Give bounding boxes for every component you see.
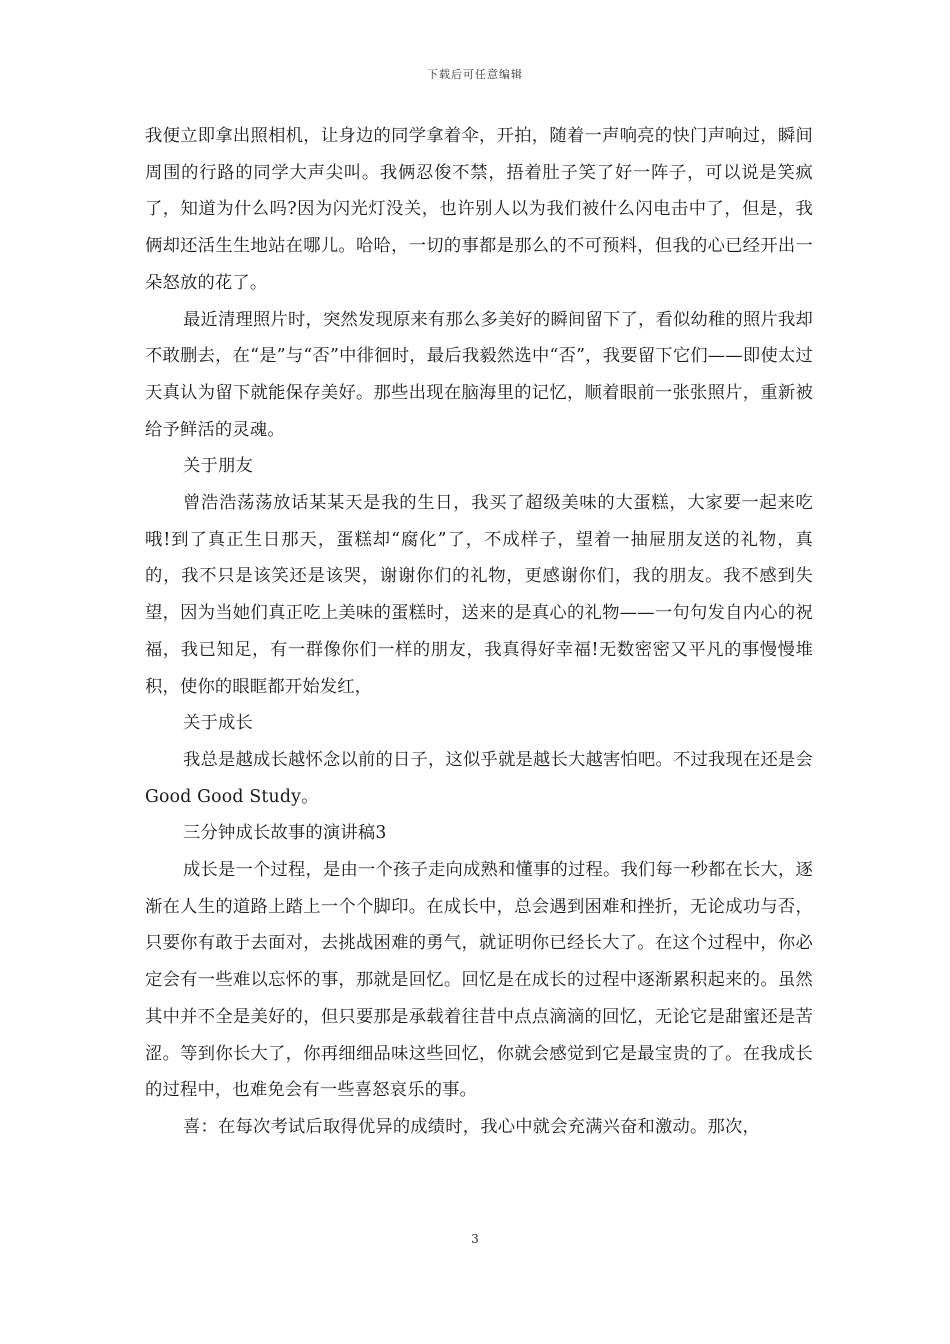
document-body	[145, 118, 813, 1146]
paragraph-growth: 我总是越成长越怀念以前的日子，这似乎就是越长大越害怕吧。不过我现在还是会Good Good Study。	[145, 749, 813, 807]
paragraph-growth-process: 成长是一个过程，是由一个孩子走向成熟和懂事的过程。我们每一秒都在长大，逐渐在人生的道路上踏上一个个脚印。在成长中，总会遇到困难和挫折，无论成功与否，只要你有敢于去面对，去挑战困难的勇气，就证明你已经长大了。在这个过程中，你必定会有一些难以忘怀的事，那就是回忆。回忆是在成长的过程中逐渐累积起来的。虽然其中并不全是美好的，但只要那是承载着往昔中点点滴滴的回忆，无论它是甜蜜还是苦涩。等到你长大了，你再细细品味这些回忆，你就会感觉到它是最宝贵的了。在我成长的过程中，也难免会有一些喜怒哀乐的事。	[145, 860, 813, 1101]
paragraph-photo-story: 我便立即拿出照相机，让身边的同学拿着伞，开拍，随着一声响亮的快门声响过，瞬间周围的行路的同学大声尖叫。我俩忍俊不禁，捂着肚子笑了好一阵子，可以说是笑疯了，知道为什么吗?因为闪光灯没关，也许别人以为我们被什么闪电击中了，但是，我俩却还活生生地站在哪儿。哈哈，一切的事都是那么的不可预料，但我的心已经开出一朵怒放的花了。	[145, 126, 813, 293]
section-heading-speech-3: 三分钟成长故事的演讲稿3	[183, 823, 387, 844]
paragraph-photo-memories: 最近清理照片时，突然发现原来有那么多美好的瞬间留下了，看似幼稚的照片我却不敢删去，在“是”与“否”中徘徊时，最后我毅然选中“否”，我要留下它们——即使太过天真认为留下就能保存美好。那些出现在脑海里的记忆，顺着眼前一张张照片，重新被给予鲜活的灵魂。	[145, 309, 813, 440]
paragraph-friends: 曾浩浩荡荡放话某某天是我的生日，我买了超级美味的大蛋糕，大家要一起来吃哦!到了真正生日那天，蛋糕却“腐化”了，不成样子，望着一抽屉朋友送的礼物，真的，我不只是该笑还是该哭，谢谢你们的礼物，更感谢你们，我的朋友。我不感到失望，因为当她们真正吃上美味的蛋糕时，送来的是真心的礼物——一句句发自内心的祝福，我已知足，有一群像你们一样的朋友，我真得好幸福!无数密密又平凡的事慢慢堆积，使你的眼眶都开始发红，	[145, 493, 813, 697]
section-heading-growth: 关于成长	[183, 713, 253, 734]
page-number: 3	[471, 1232, 479, 1246]
page-header-note: 下载后可任意编辑	[427, 68, 523, 81]
paragraph-joy: 喜：在每次考试后取得优异的成绩时，我心中就会充满兴奋和激动。那次，	[183, 1116, 760, 1137]
section-heading-friends: 关于朋友	[183, 456, 253, 477]
